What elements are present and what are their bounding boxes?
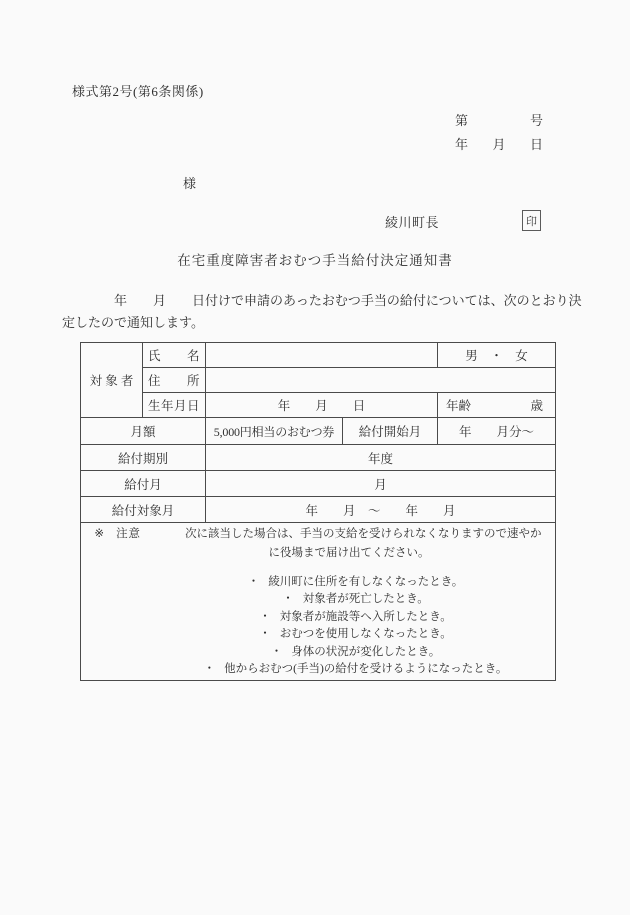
- notice-item-text: 対象者が施設等へ入所したとき。: [279, 610, 452, 623]
- address-label-cell: 住 所: [143, 368, 206, 393]
- monthly-amount-value-cell: 5,000円相当のおむつ券: [206, 418, 343, 445]
- payment-month-label-cell: 給付月: [81, 471, 206, 497]
- age-unit-label: 歳: [530, 399, 543, 413]
- body-paragraph-line1: 年 月 日付けで申請のあったおむつ手当の給付については、次のとおり決: [62, 293, 582, 308]
- benefit-table: [80, 342, 556, 681]
- notice-item-text: おむつを使用しなくなったとき。: [279, 628, 452, 640]
- bullet-icon: ・: [259, 610, 271, 623]
- target-months-label-cell: 給付対象月: [81, 497, 206, 523]
- doc-number-prefix: 第: [455, 113, 469, 128]
- bullet-icon: ・: [259, 628, 271, 640]
- name-value-cell: [206, 343, 438, 368]
- birth-label-cell: 生年月日: [143, 393, 206, 418]
- monthly-amount-label-cell: 月額: [81, 418, 206, 445]
- seal-label: 印: [526, 215, 537, 228]
- period-label-cell: 給付期別: [81, 445, 206, 471]
- date-month-label: 月: [492, 137, 506, 152]
- name-label-cell: 氏 名: [143, 343, 206, 368]
- date-day-label: 日: [529, 137, 543, 152]
- address-value-cell: [206, 368, 556, 393]
- notice-item-text: 身体の状況が変化したとき。: [291, 645, 441, 658]
- notice-head-line1: [81, 525, 555, 544]
- notice-text-line2: に役場まで届け出てください。: [268, 546, 430, 559]
- addressee-honorific: 様: [183, 176, 197, 191]
- age-label: 年齢: [446, 399, 472, 413]
- body-paragraph: [62, 290, 582, 333]
- bullet-icon: ・: [282, 593, 294, 605]
- notice-text-line1: 次に該当した場合は、手当の支給を受けられなくなりますので速やか: [185, 527, 542, 540]
- target-months-value-cell: 年 月 ～ 年 月: [206, 497, 556, 523]
- payment-month-value-cell: 月: [206, 471, 556, 497]
- document-title: 在宅重度障害者おむつ手当給付決定通知書: [177, 253, 453, 268]
- issuer-name: 綾川町長: [385, 215, 440, 230]
- subject-group-cell: 対 象 者: [81, 343, 143, 418]
- notice-item: [156, 591, 555, 609]
- form-number-label: 様式第2号(第6条関係): [72, 84, 204, 99]
- birth-value-cell: 年 月 日: [206, 393, 438, 418]
- notice-label: 注意: [116, 527, 142, 540]
- doc-number-suffix: 号: [529, 113, 543, 128]
- notice-item: [156, 609, 555, 627]
- notice-item: [156, 644, 555, 662]
- notice-item: [156, 626, 555, 644]
- seal-box: [522, 210, 541, 231]
- bullet-icon: ・: [270, 645, 283, 658]
- notice-cell: [81, 523, 556, 681]
- notice-list: [81, 574, 555, 679]
- notice-item: [156, 574, 555, 592]
- date-year-label: 年: [455, 137, 469, 152]
- doc-number-block: [455, 114, 543, 152]
- start-month-label-cell: 給付開始月: [343, 418, 438, 445]
- notice-item-text: 綾川町に住所を有しなくなったとき。: [268, 575, 464, 588]
- notice-item-text: 他からおむつ(手当)の給付を受けるようになったとき。: [224, 663, 508, 675]
- period-value-cell: 年度: [206, 445, 556, 471]
- gender-cell: 男 ・ 女: [438, 343, 556, 368]
- body-paragraph-line2: 定したので通知します。: [62, 314, 204, 330]
- age-cell: [438, 393, 556, 418]
- bullet-icon: ・: [247, 575, 260, 588]
- notice-item: [156, 661, 555, 679]
- start-month-value-cell: 年 月分～: [438, 418, 556, 445]
- doc-number-line: [455, 114, 543, 128]
- notice-item-text: 対象者が死亡したとき。: [302, 593, 429, 605]
- bullet-icon: ・: [203, 663, 216, 675]
- notice-marker: ※: [94, 527, 105, 540]
- issue-date-line: [455, 138, 543, 152]
